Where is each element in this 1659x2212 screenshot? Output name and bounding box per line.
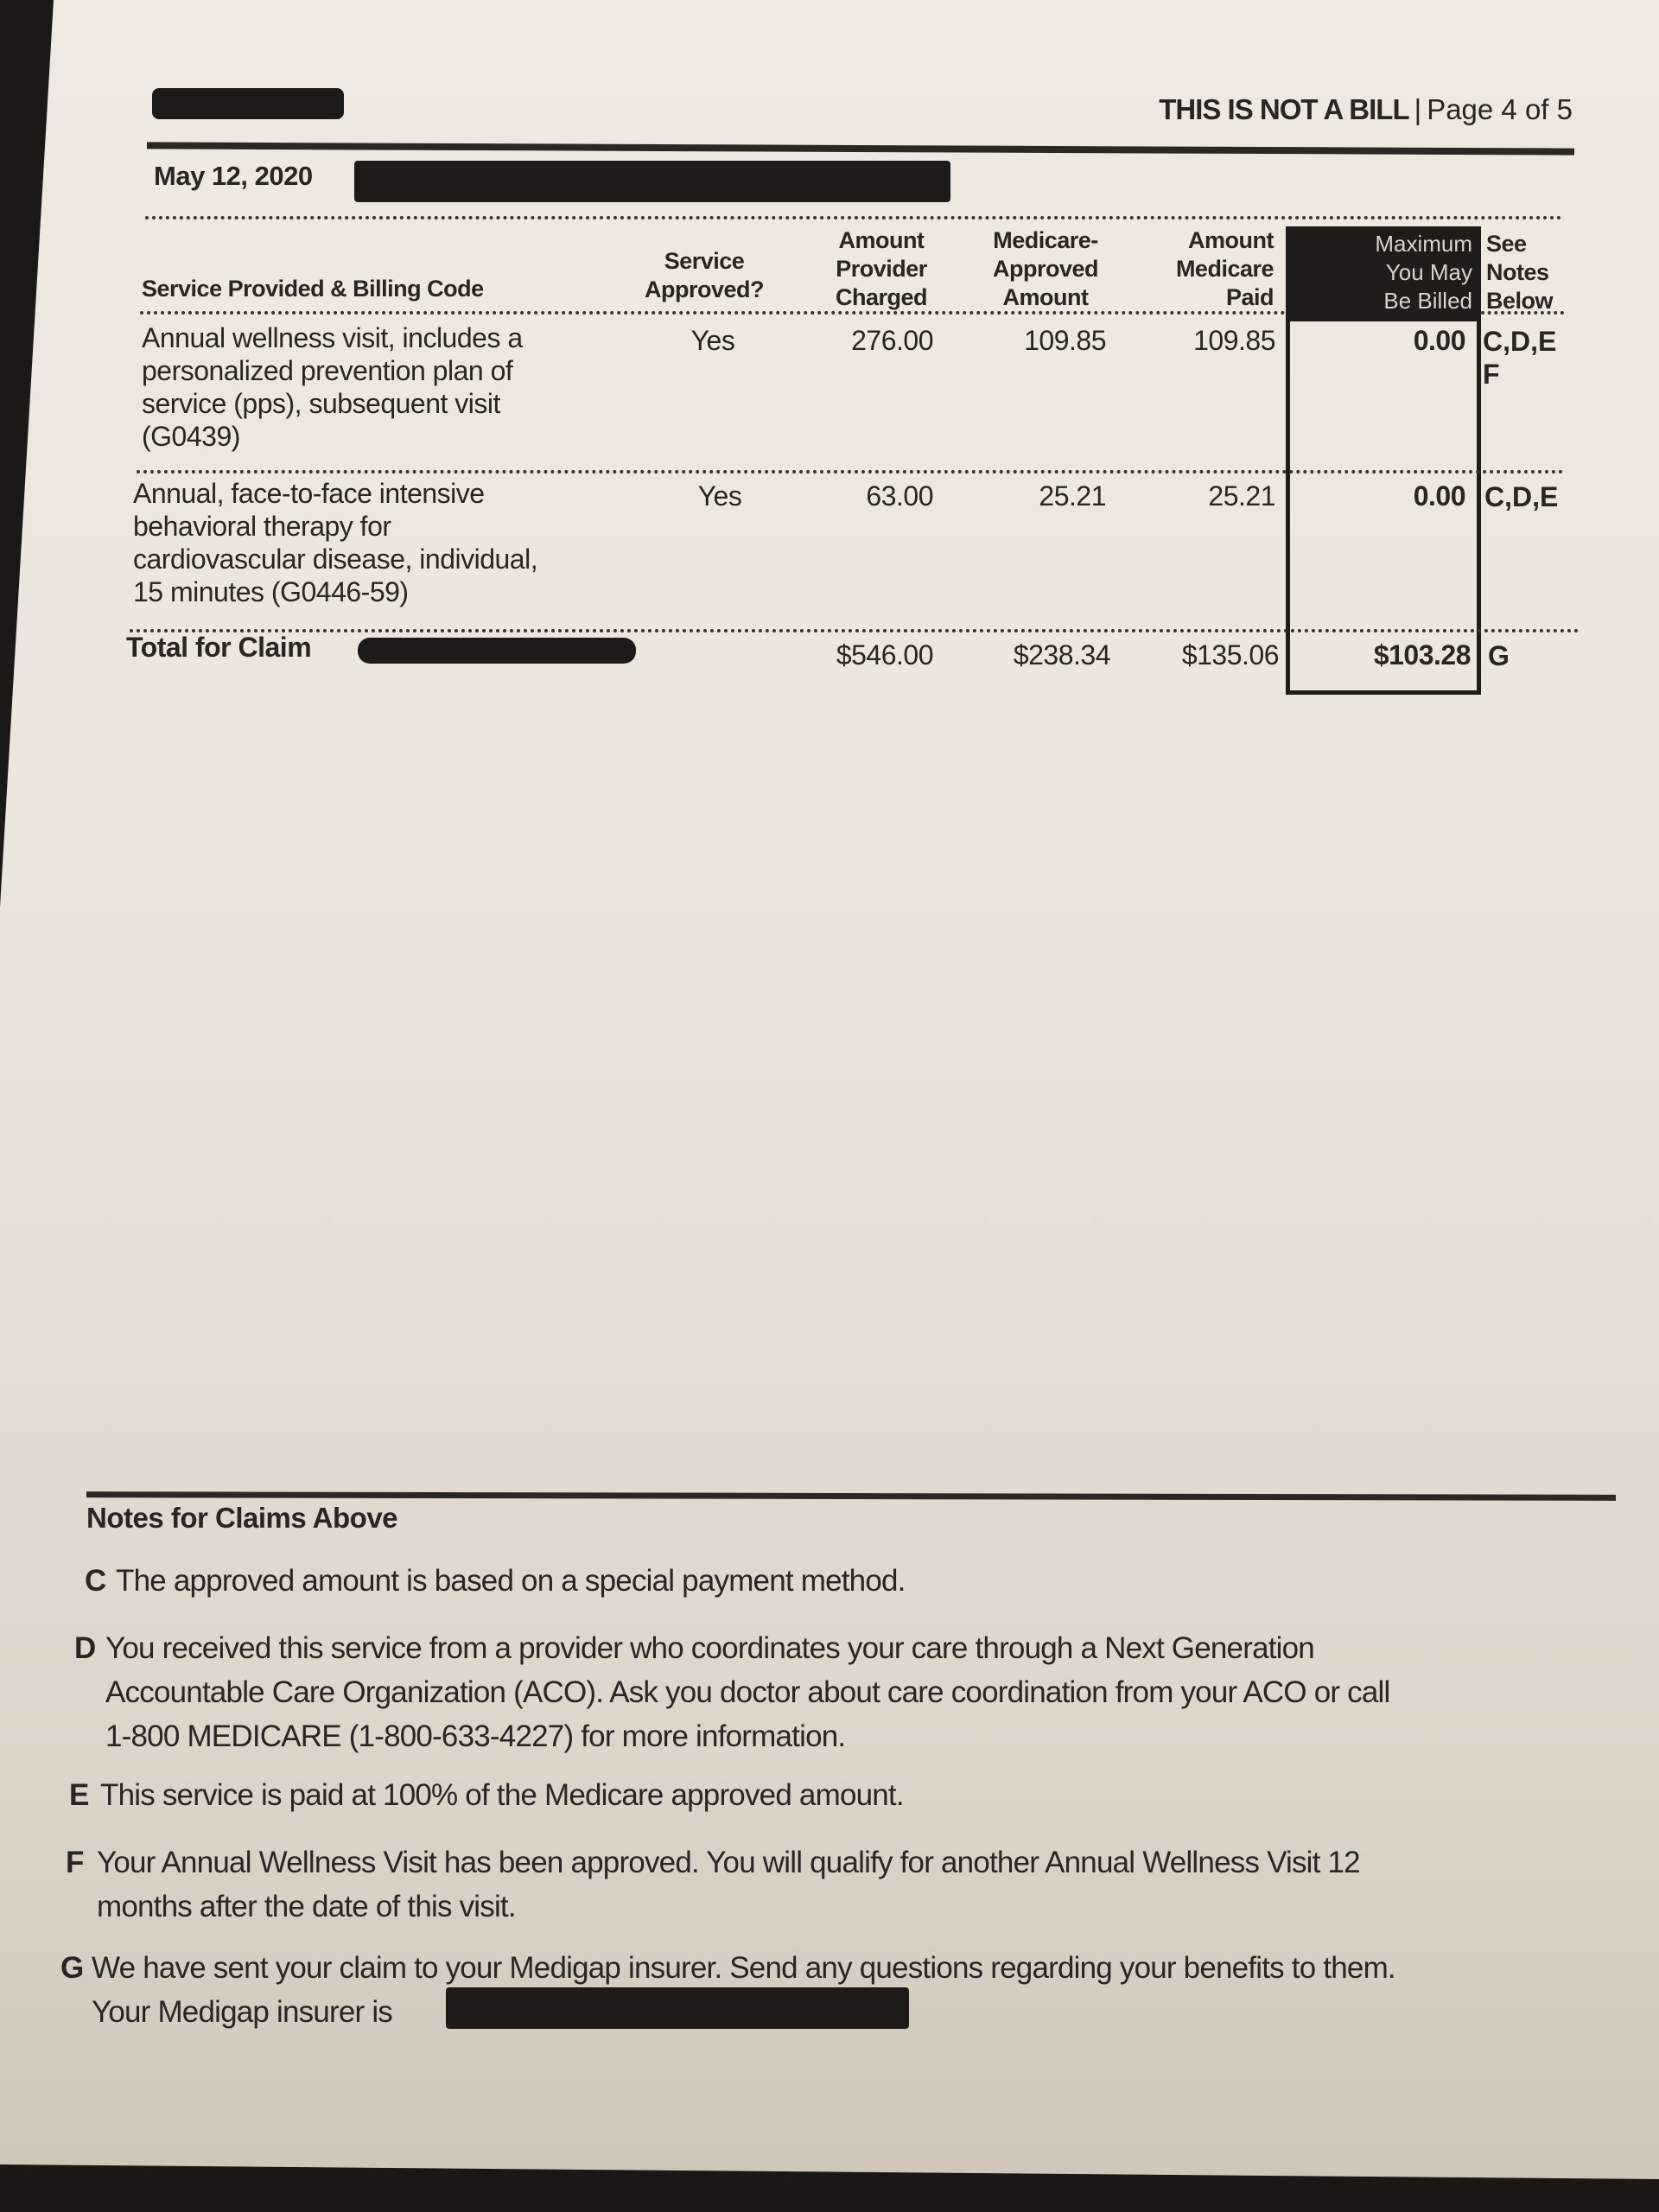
total-charged: $546.00 bbox=[836, 639, 933, 671]
col-header-medicare-approved: Medicare- Approved Amount bbox=[992, 227, 1098, 310]
redacted-medigap-insurer bbox=[446, 1987, 909, 2029]
table-row-2-service: Annual, face-to-face intensive behavioral therapy for cardiovascular disease, individual, 15 minutes (G0446-59) bbox=[133, 478, 538, 607]
table-row-2-notes: C,D,E bbox=[1484, 481, 1559, 512]
note-c: C The approved amount is based on a special payment method. bbox=[85, 1564, 906, 1598]
table-row-2-medicare-approved: 25.21 bbox=[1039, 480, 1106, 512]
table-row-1-charged: 276.00 bbox=[851, 325, 933, 356]
header-separator: | bbox=[1414, 93, 1422, 125]
total-medicare-approved: $238.34 bbox=[1013, 639, 1110, 671]
redacted-provider bbox=[354, 161, 950, 202]
divider bbox=[1481, 311, 1564, 315]
total-notes: G bbox=[1488, 640, 1510, 671]
redacted-claim-number bbox=[358, 638, 636, 664]
col-header-service: Service Provided & Billing Code bbox=[142, 276, 484, 302]
note-f: F Your Annual Wellness Visit has been approved. You will qualify for another Annual Wellness Visit 12 months after the date of this visit. bbox=[66, 1846, 1360, 1923]
table-row-1-notes: C,D,E F bbox=[1483, 326, 1557, 390]
not-a-bill-label: THIS IS NOT A BILL bbox=[1159, 93, 1409, 125]
table-row-1-medicare-paid: 109.85 bbox=[1193, 325, 1275, 356]
total-max-billed: $103.28 bbox=[1373, 639, 1471, 671]
note-d: D You received this service from a provider who coordinates your care through a Next Generation Accountable Care Organization (ACO). Ask you doctor about care coordination from your ACO or call 1-800 MEDICARE (1-800-633-4227) for more information. bbox=[74, 1631, 1390, 1753]
row-divider bbox=[130, 629, 1580, 632]
notes-title: Notes for Claims Above bbox=[86, 1502, 398, 1534]
table-row-2-charged: 63.00 bbox=[866, 480, 933, 512]
col-header-charged: Amount Provider Charged bbox=[835, 227, 928, 310]
total-medicare-paid: $135.06 bbox=[1181, 639, 1279, 671]
note-g: G We have sent your claim to your Medigap insurer. Send any questions regarding your benefits to them. Your Medigap insurer is bbox=[60, 1951, 1395, 2029]
note-e: E This service is paid at 100% of the Medicare approved amount. bbox=[69, 1778, 904, 1812]
row-divider bbox=[137, 470, 1564, 474]
table-row-1-medicare-approved: 109.85 bbox=[1024, 325, 1106, 356]
col-header-notes: See Notes Below bbox=[1486, 231, 1554, 314]
table-row-1-max-billed: 0.00 bbox=[1413, 325, 1465, 356]
table-row-1-service: Annual wellness visit, includes a personalized prevention plan of service (pps), subsequent visit (G0439) bbox=[142, 322, 523, 452]
divider bbox=[140, 311, 1286, 315]
divider bbox=[145, 216, 1562, 219]
col-header-max-billed: Maximum You May Be Billed bbox=[1286, 226, 1481, 321]
total-label: Total for Claim bbox=[126, 632, 312, 663]
redacted-logo bbox=[152, 88, 344, 119]
table-row-2-medicare-paid: 25.21 bbox=[1208, 480, 1275, 512]
table-row-1-approved: Yes bbox=[690, 325, 735, 356]
claim-date: May 12, 2020 bbox=[154, 161, 313, 191]
col-header-medicare-paid: Amount Medicare Paid bbox=[1175, 227, 1274, 310]
col-header-approved: Service Approved? bbox=[644, 248, 764, 302]
page-number: Page 4 of 5 bbox=[1427, 93, 1573, 125]
table-row-2-approved: Yes bbox=[697, 480, 742, 512]
table-row-2-max-billed: 0.00 bbox=[1413, 480, 1465, 512]
page-header bbox=[1159, 93, 1573, 126]
